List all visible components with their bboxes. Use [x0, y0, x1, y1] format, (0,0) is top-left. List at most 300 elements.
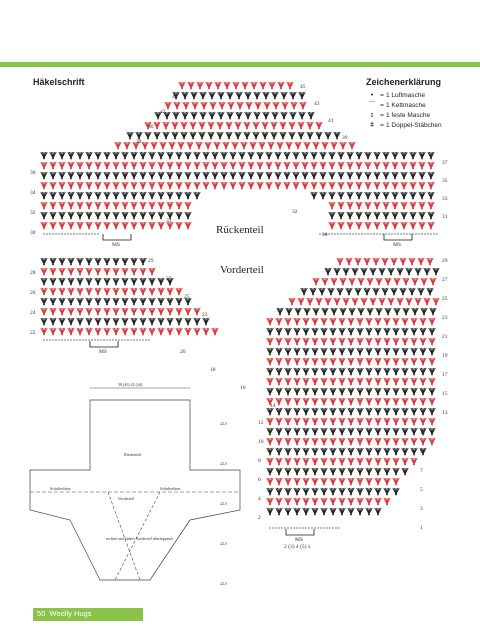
shell-stitch	[246, 102, 252, 109]
shell-stitch	[295, 142, 301, 149]
shell-stitch	[311, 172, 317, 179]
shell-stitch	[330, 468, 336, 475]
shell-stitch	[248, 172, 254, 179]
shell-stitch	[215, 82, 221, 89]
shell-stitch	[393, 488, 399, 495]
shell-stitch	[41, 162, 47, 169]
shell-stitch	[406, 298, 412, 305]
shell-stitch	[424, 298, 430, 305]
shell-stitch	[68, 328, 74, 335]
shell-stitch	[59, 278, 65, 285]
shell-stitch	[218, 92, 224, 99]
shell-stitch	[86, 162, 92, 169]
shell-stitch	[357, 418, 363, 425]
shell-stitch	[347, 172, 353, 179]
shell-stitch	[154, 132, 160, 139]
shell-stitch	[158, 192, 164, 199]
shell-stitch	[364, 288, 370, 295]
shell-stitch	[276, 358, 282, 365]
shell-stitch	[181, 132, 187, 139]
shell-stitch	[287, 82, 293, 89]
chain-stitch	[88, 233, 89, 234]
shell-stitch	[419, 162, 425, 169]
shell-stitch	[41, 288, 47, 295]
shell-stitch	[185, 192, 191, 199]
row-number: 45	[300, 84, 306, 90]
shell-stitch	[285, 368, 291, 375]
shell-stitch	[268, 142, 274, 149]
shell-stitch	[68, 298, 74, 305]
chain-stitch	[58, 339, 59, 340]
shell-stitch	[158, 318, 164, 325]
shell-stitch	[428, 162, 434, 169]
shell-stitch	[356, 162, 362, 169]
row-number: 30	[30, 230, 36, 236]
shell-stitch	[428, 182, 434, 189]
shell-stitch	[50, 222, 56, 229]
shell-stitch	[228, 102, 234, 109]
row-number: 21	[442, 334, 448, 340]
shell-stitch	[294, 378, 300, 385]
shell-stitch	[298, 122, 304, 129]
shell-stitch	[77, 152, 83, 159]
shell-stitch	[402, 338, 408, 345]
shell-stitch	[272, 112, 278, 119]
shell-stitch	[316, 298, 322, 305]
shell-stitch	[307, 132, 313, 139]
shell-stitch	[142, 142, 148, 149]
shell-stitch	[339, 418, 345, 425]
chain-stitch	[112, 339, 113, 340]
shell-stitch	[269, 82, 275, 89]
shell-stitch	[374, 172, 380, 179]
shell-stitch	[331, 142, 337, 149]
shell-stitch	[131, 268, 137, 275]
shell-stitch	[294, 438, 300, 445]
shell-stitch	[230, 152, 236, 159]
shell-stitch	[411, 388, 417, 395]
shell-stitch	[185, 308, 191, 315]
shell-stitch	[339, 368, 345, 375]
shell-stitch	[313, 278, 319, 285]
shell-stitch	[293, 152, 299, 159]
shell-stitch	[410, 182, 416, 189]
shell-stitch	[122, 172, 128, 179]
shell-stitch	[212, 182, 218, 189]
ms-repeat-marker	[384, 234, 412, 248]
chain-stitch	[67, 339, 68, 340]
legend-symbol-icon: •	[370, 91, 374, 99]
row-number: 38	[136, 139, 142, 145]
shell-stitch	[375, 328, 381, 335]
shell-stitch	[418, 258, 424, 265]
shell-stitch	[267, 428, 273, 435]
shell-stitch	[348, 488, 354, 495]
shell-stitch	[388, 268, 394, 275]
shell-stitch	[218, 112, 224, 119]
chain-stitch	[73, 339, 74, 340]
ms-repeat-marker	[103, 234, 131, 248]
shell-stitch	[356, 212, 362, 219]
shell-stitch	[321, 458, 327, 465]
shell-stitch	[321, 368, 327, 375]
shell-stitch	[340, 308, 346, 315]
shell-stitch	[393, 468, 399, 475]
chain-stitch	[118, 339, 119, 340]
shell-stitch	[113, 268, 119, 275]
shell-stitch	[59, 298, 65, 305]
shell-stitch	[419, 202, 425, 209]
shell-stitch	[384, 488, 390, 495]
shell-stitch	[312, 338, 318, 345]
shell-stitch	[321, 498, 327, 505]
shell-stitch	[285, 438, 291, 445]
row-number: 35	[442, 178, 448, 184]
shell-stitch	[429, 408, 435, 415]
shell-stitch	[320, 152, 326, 159]
shell-stitch	[255, 102, 261, 109]
shell-stitch	[303, 468, 309, 475]
shell-stitch	[122, 298, 128, 305]
shell-stitch	[122, 288, 128, 295]
shell-stitch	[59, 288, 65, 295]
shell-stitch	[321, 408, 327, 415]
shell-stitch	[393, 408, 399, 415]
shell-stitch	[285, 338, 291, 345]
shell-stitch	[285, 428, 291, 435]
chain-stitch	[352, 233, 353, 234]
shell-stitch	[140, 298, 146, 305]
shell-stitch	[263, 92, 269, 99]
shell-stitch	[293, 172, 299, 179]
shell-stitch	[191, 112, 197, 119]
chain-stitch	[328, 233, 329, 234]
shell-stitch	[330, 328, 336, 335]
shell-stitch	[122, 278, 128, 285]
shell-stitch	[226, 132, 232, 139]
shell-stitch	[140, 288, 146, 295]
shell-stitch	[140, 318, 146, 325]
shell-stitch	[393, 448, 399, 455]
shell-stitch	[203, 328, 209, 335]
shell-stitch	[113, 202, 119, 209]
shell-stitch	[357, 398, 363, 405]
shell-stitch	[384, 498, 390, 505]
shell-stitch	[303, 458, 309, 465]
shell-stitch	[376, 278, 382, 285]
shell-stitch	[267, 488, 273, 495]
shell-stitch	[59, 308, 65, 315]
chain-stitch	[124, 339, 125, 340]
shell-stitch	[149, 318, 155, 325]
shell-stitch	[122, 318, 128, 325]
shell-stitch	[329, 152, 335, 159]
shell-stitch	[182, 92, 188, 99]
shell-stitch	[397, 268, 403, 275]
chain-stitch	[46, 339, 47, 340]
shell-stitch	[330, 508, 336, 515]
shell-stitch	[384, 318, 390, 325]
shell-stitch	[366, 448, 372, 455]
shell-stitch	[122, 328, 128, 335]
shell-stitch	[411, 398, 417, 405]
shell-stitch	[401, 212, 407, 219]
legend-label: 1 feste Masche	[386, 111, 431, 119]
shell-stitch	[122, 212, 128, 219]
chain-stitch	[272, 527, 273, 528]
chain-stitch	[323, 527, 324, 528]
shell-stitch	[420, 328, 426, 335]
shell-stitch	[266, 152, 272, 159]
shell-stitch	[302, 172, 308, 179]
shell-stitch	[339, 338, 345, 345]
shell-stitch	[339, 388, 345, 395]
shell-stitch	[266, 162, 272, 169]
shell-stitch	[176, 308, 182, 315]
shell-stitch	[199, 122, 205, 129]
shell-stitch	[267, 458, 273, 465]
shell-stitch	[376, 308, 382, 315]
shell-stitch	[50, 152, 56, 159]
shell-stitch	[197, 82, 203, 89]
shell-stitch	[357, 328, 363, 335]
shell-stitch	[384, 458, 390, 465]
shell-stitch	[338, 212, 344, 219]
shell-stitch	[355, 258, 361, 265]
shell-stitch	[347, 152, 353, 159]
shell-stitch	[330, 318, 336, 325]
shell-stitch	[167, 172, 173, 179]
row-number: 24	[30, 310, 36, 316]
shell-stitch	[424, 268, 430, 275]
shell-stitch	[401, 152, 407, 159]
shell-stitch	[401, 202, 407, 209]
shell-stitch	[276, 388, 282, 395]
shell-stitch	[217, 132, 223, 139]
shell-stitch	[167, 202, 173, 209]
chain-stitch	[49, 233, 50, 234]
shell-stitch	[366, 318, 372, 325]
shell-stitch	[104, 278, 110, 285]
shell-stitch	[68, 268, 74, 275]
shell-stitch	[303, 478, 309, 485]
shell-stitch	[394, 308, 400, 315]
shell-stitch	[338, 172, 344, 179]
shell-stitch	[158, 298, 164, 305]
shell-stitch	[303, 368, 309, 375]
shell-stitch	[357, 448, 363, 455]
row-number: 6	[258, 477, 261, 483]
shell-stitch	[410, 222, 416, 229]
shell-stitch	[428, 202, 434, 209]
shell-stitch	[158, 288, 164, 295]
shell-stitch	[339, 328, 345, 335]
schematic-overlap-label: rechtes und linkes Vorderteil überlappend	[106, 536, 173, 541]
shell-stitch	[410, 202, 416, 209]
shell-stitch	[325, 298, 331, 305]
shell-stitch	[185, 328, 191, 335]
shell-stitch	[239, 182, 245, 189]
shell-stitch	[86, 222, 92, 229]
shell-stitch	[429, 348, 435, 355]
shell-stitch	[113, 258, 119, 265]
shell-stitch	[347, 202, 353, 209]
shell-stitch	[227, 92, 233, 99]
shell-stitch	[285, 498, 291, 505]
chain-stitch	[290, 527, 291, 528]
shell-stitch	[41, 202, 47, 209]
chain-stitch	[382, 233, 383, 234]
shell-stitch	[312, 478, 318, 485]
shell-stitch	[86, 278, 92, 285]
shell-stitch	[179, 82, 185, 89]
shell-stitch	[370, 268, 376, 275]
shell-stitch	[113, 318, 119, 325]
shell-stitch	[257, 182, 263, 189]
shell-stitch	[59, 268, 65, 275]
shell-stitch	[357, 458, 363, 465]
shell-stitch	[149, 298, 155, 305]
shell-stitch	[392, 162, 398, 169]
shell-stitch	[320, 172, 326, 179]
shell-stitch	[280, 132, 286, 139]
shell-stitch	[299, 112, 305, 119]
chain-stitch	[91, 233, 92, 234]
shell-stitch	[267, 328, 273, 335]
shell-stitch	[244, 132, 250, 139]
shell-stitch	[167, 182, 173, 189]
shell-stitch	[167, 328, 173, 335]
row-number: 23	[442, 315, 448, 321]
shell-stitch	[68, 152, 74, 159]
shell-stitch	[285, 408, 291, 415]
chain-stitch	[320, 527, 321, 528]
shell-stitch	[303, 338, 309, 345]
shell-stitch	[285, 388, 291, 395]
shell-stitch	[244, 122, 250, 129]
shell-stitch	[294, 458, 300, 465]
row-number: 27	[166, 276, 172, 282]
shell-stitch	[113, 172, 119, 179]
shell-stitch	[122, 192, 128, 199]
shell-stitch	[348, 358, 354, 365]
shell-stitch	[176, 212, 182, 219]
ms-label: MS	[99, 349, 107, 355]
shell-stitch	[348, 418, 354, 425]
shell-stitch	[104, 288, 110, 295]
shell-stitch	[339, 378, 345, 385]
shell-stitch	[122, 222, 128, 229]
shell-stitch	[303, 408, 309, 415]
shell-stitch	[95, 308, 101, 315]
shell-stitch	[294, 478, 300, 485]
shell-stitch	[375, 428, 381, 435]
shell-stitch	[349, 308, 355, 315]
shell-stitch	[176, 222, 182, 229]
shell-stitch	[339, 488, 345, 495]
shell-stitch	[113, 298, 119, 305]
shell-stitch	[356, 202, 362, 209]
shell-stitch	[384, 438, 390, 445]
shell-stitch	[236, 92, 242, 99]
shell-stitch	[402, 378, 408, 385]
shell-stitch	[364, 258, 370, 265]
shell-stitch	[158, 222, 164, 229]
shell-stitch	[172, 122, 178, 129]
shell-stitch	[223, 142, 229, 149]
shell-stitch	[415, 298, 421, 305]
shell-stitch	[393, 478, 399, 485]
shell-stitch	[375, 318, 381, 325]
shell-stitch	[230, 172, 236, 179]
shell-stitch	[86, 212, 92, 219]
chain-stitch	[421, 233, 422, 234]
shell-stitch	[384, 448, 390, 455]
shell-stitch	[319, 288, 325, 295]
shell-stitch	[232, 142, 238, 149]
shell-stitch	[303, 378, 309, 385]
shell-stitch	[267, 508, 273, 515]
shell-stitch	[176, 328, 182, 335]
shell-stitch	[95, 212, 101, 219]
shell-stitch	[331, 308, 337, 315]
dimension-label: 22,5	[220, 421, 227, 426]
shell-stitch	[140, 162, 146, 169]
shell-stitch	[361, 298, 367, 305]
shell-stitch	[303, 448, 309, 455]
shell-stitch	[347, 162, 353, 169]
shell-stitch	[194, 192, 200, 199]
shell-stitch	[276, 408, 282, 415]
shell-stitch	[95, 172, 101, 179]
shell-stitch	[330, 478, 336, 485]
shell-stitch	[420, 378, 426, 385]
shell-stitch	[375, 348, 381, 355]
shell-stitch	[122, 182, 128, 189]
shell-stitch	[140, 202, 146, 209]
shell-stitch	[343, 298, 349, 305]
chain-stitch	[427, 233, 428, 234]
shell-stitch	[303, 418, 309, 425]
shell-stitch	[365, 152, 371, 159]
shell-stitch	[383, 152, 389, 159]
shell-stitch	[334, 268, 340, 275]
shell-stitch	[303, 488, 309, 495]
shell-stitch	[294, 368, 300, 375]
shell-stitch	[338, 202, 344, 209]
shell-stitch	[294, 468, 300, 475]
shell-stitch	[400, 288, 406, 295]
chain-stitch	[82, 339, 83, 340]
row-number: 40	[148, 124, 154, 130]
shell-stitch	[339, 318, 345, 325]
shell-stitch	[312, 508, 318, 515]
shell-stitch	[339, 508, 345, 515]
shell-stitch	[312, 438, 318, 445]
shell-stitch	[149, 222, 155, 229]
shell-stitch	[86, 268, 92, 275]
shell-stitch	[77, 192, 83, 199]
shell-stitch	[185, 172, 191, 179]
row-number: 13	[442, 410, 448, 416]
shell-stitch	[348, 398, 354, 405]
shell-stitch	[201, 102, 207, 109]
shell-stitch	[427, 288, 433, 295]
shell-stitch	[379, 298, 385, 305]
chain-stitch	[394, 233, 395, 234]
shell-stitch	[393, 428, 399, 435]
shell-stitch	[149, 182, 155, 189]
